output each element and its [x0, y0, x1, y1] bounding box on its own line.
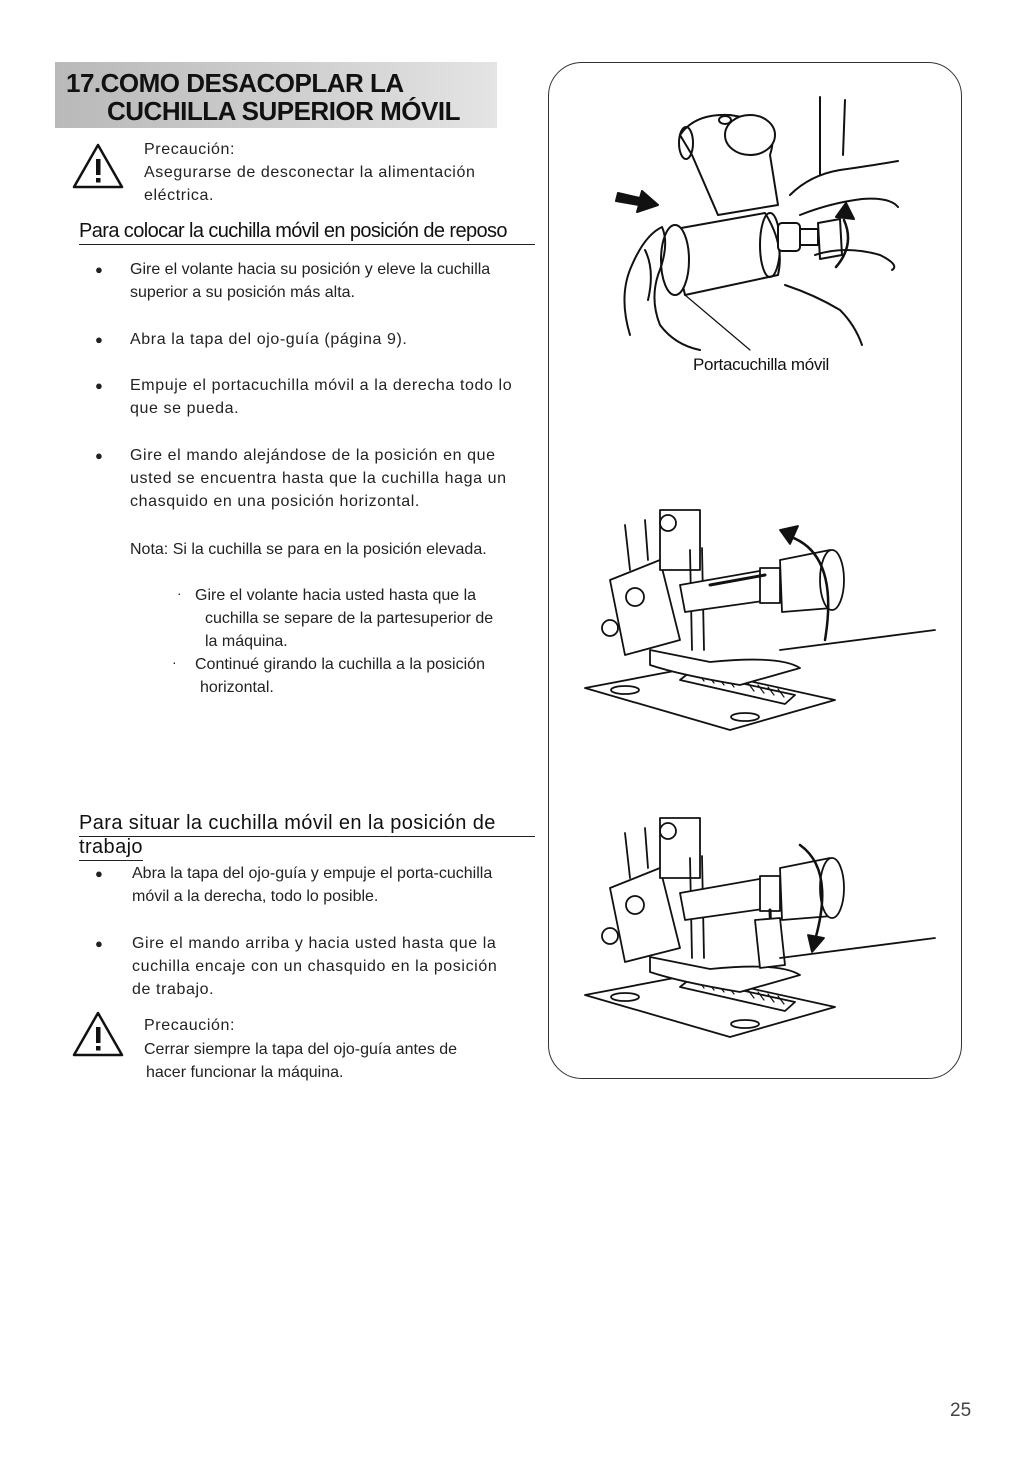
instruction-text: de trabajo. [132, 981, 215, 998]
warning-triangle-icon [72, 142, 124, 190]
sub-instruction-text: la máquina. [205, 633, 288, 650]
instruction-text: Gire el mando arriba y hacia usted hasta que la [132, 935, 497, 952]
caution-label: Precaución: [144, 141, 236, 158]
illustration-label: Portacuchilla móvil [693, 355, 830, 374]
bullet-dot: ● [95, 448, 103, 463]
sub-instruction-text: Gire el volante hacia usted hasta que la [195, 587, 477, 604]
instruction-text: Abra la tapa del ojo-guía (página 9). [130, 331, 408, 348]
instruction-text: superior a su posición más alta. [130, 284, 355, 301]
note-text: Nota: Si la cuchilla se para en la posición elevada. [130, 541, 487, 558]
instruction-text: cuchilla encaje con un chasquido en la posición [132, 958, 498, 975]
bullet-dot: ● [95, 262, 103, 277]
page-title-line1: 17.COMO DESACOPLAR LA [66, 68, 404, 98]
sub-instruction-text: cuchilla se separe de la partesuperior de [205, 610, 494, 627]
sub-instruction-text: Continué girando la cuchilla a la posición [195, 656, 485, 673]
instruction-text: Gire el mando alejándose de la posición en que [130, 447, 496, 464]
bullet-dot: ● [95, 866, 103, 881]
bullet-dot: ● [95, 936, 103, 951]
knife-work-position-illustration [580, 800, 940, 1040]
caution-label: Precaución: [144, 1017, 236, 1034]
knife-rest-position-illustration [580, 490, 940, 740]
page-number: 25 [950, 1400, 972, 1421]
page-title-line2: CUCHILLA SUPERIOR MÓVIL [107, 96, 460, 126]
caution-text: hacer funcionar la máquina. [146, 1064, 344, 1081]
instruction-text: Abra la tapa del ojo-guía y empuje el porta-cuchilla [132, 865, 493, 882]
sub-bullet-mark: · [172, 654, 177, 670]
instruction-text: chasquido en una posición horizontal. [130, 493, 420, 510]
bullet-dot: ● [95, 378, 103, 393]
sub-bullet-mark: · [177, 585, 182, 601]
bullet-dot: ● [95, 332, 103, 347]
sub-instruction-text: horizontal. [200, 679, 274, 696]
instruction-text: usted se encuentra hasta que la cuchilla haga un [130, 470, 507, 487]
section-heading-work-position-cont: trabajo [79, 835, 143, 861]
section-heading-rest-position: Para colocar la cuchilla móvil en posición de reposo [79, 219, 535, 245]
section-heading-work-position: Para situar la cuchilla móvil en la posición de [79, 811, 535, 837]
instruction-text: Gire el volante hacia su posición y eleve la cuchilla [130, 261, 491, 278]
caution-text: Cerrar siempre la tapa del ojo-guía antes de [144, 1041, 458, 1058]
instruction-text: móvil a la derecha, todo lo posible. [132, 888, 379, 905]
knife-holder-illustration [600, 95, 920, 365]
instruction-text: que se pueda. [130, 400, 240, 417]
caution-text: Asegurarse de desconectar la alimentación [144, 164, 476, 181]
caution-text: eléctrica. [144, 187, 215, 204]
warning-triangle-icon [72, 1010, 124, 1058]
instruction-text: Empuje el portacuchilla móvil a la derecha todo lo [130, 377, 513, 394]
